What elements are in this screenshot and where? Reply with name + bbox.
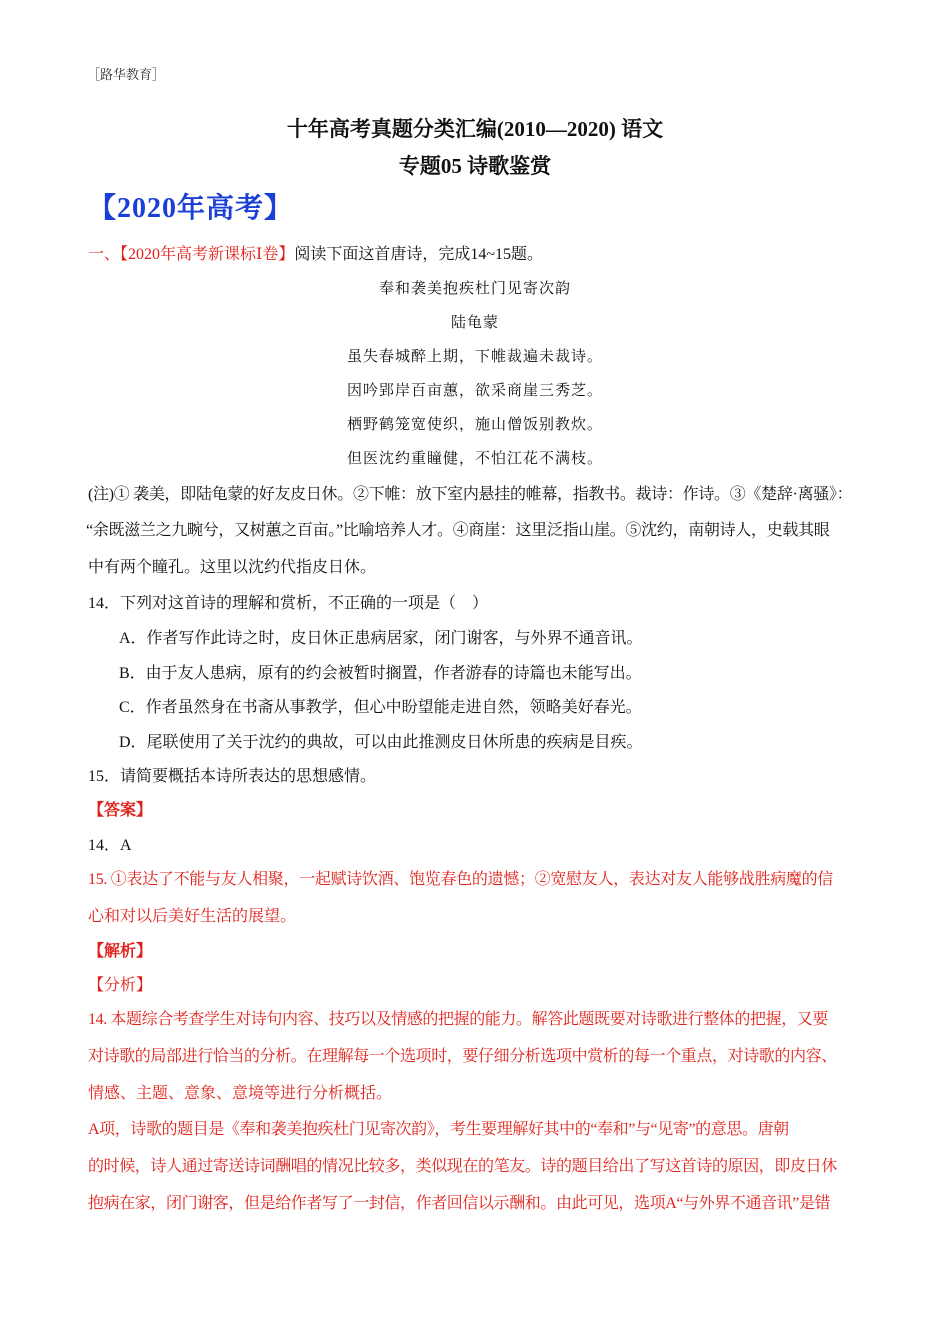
- document-subtitle: 专题05 诗歌鉴赏: [398, 154, 552, 178]
- option-d: D．尾联使用了关于沈约的典故，可以由此推测皮日休所患的疾病是目疾。: [119, 734, 643, 751]
- question-14-stem: 14．下列对这首诗的理解和赏析，不正确的一项是（ ）: [88, 595, 489, 612]
- notes-line: 中有两个瞳孔。这里以沈约代指皮日休。: [88, 559, 377, 576]
- analysis-paragraph: 的时候，诗人通过寄送诗词酬唱的情况比较多，类似现在的笔友。诗的题目给出了写这首诗的原因，即皮日休: [88, 1158, 837, 1175]
- question-number: 一、: [88, 246, 121, 263]
- option-b: B．由于友人患病，原有的约会被暂时搁置，作者游春的诗篇也未能写出。: [119, 665, 642, 682]
- question-intro: [88, 241, 543, 264]
- question-source: 【2020年高考新课标Ⅰ卷】: [120, 246, 295, 263]
- poem-author: 陆龟蒙: [450, 313, 499, 331]
- answer-label: 【答案】: [88, 802, 153, 819]
- document-title: 十年高考真题分类汇编(2010—2020) 语文: [286, 117, 664, 141]
- analysis-label: 【解析】: [88, 943, 153, 960]
- analysis-paragraph: 情感、主题、意象、意境等进行分析概括。: [88, 1085, 393, 1102]
- header-brand: ［路华教育］: [87, 67, 166, 82]
- answer-15: 15. ①表达了不能与友人相聚，一起赋诗饮酒、饱览春色的遗憾；②宽慰友人，表达对友人能够战胜病魔的信: [88, 871, 834, 888]
- question-instruction: 阅读下面这首唐诗，完成14~15题。: [294, 246, 544, 263]
- poem-line: 但医沈约重瞳健，不怕江花不满枝。: [346, 449, 603, 467]
- analysis-paragraph: 14. 本题综合考查学生对诗句内容、技巧以及情感的把握的能力。解答此题既要对诗歌进行整体的把握，又要: [88, 1011, 829, 1028]
- year-heading: 【2020年高考】: [88, 193, 294, 224]
- notes-line: (注)① 袭美，即陆龟蒙的好友皮日休。②下帷：放下室内悬挂的帷幕，指教书。裁诗：作诗。③《楚辞·离骚》：: [88, 486, 853, 503]
- option-c: C．作者虽然身在书斋从事教学，但心中盼望能走进自然，领略美好春光。: [119, 699, 642, 716]
- answer-14: 14．A: [88, 837, 132, 854]
- poem-title: 奉和袭美抱疾杜门见寄次韵: [378, 279, 571, 297]
- option-a: A．作者写作此诗之时，皮日休正患病居家，闭门谢客，与外界不通音讯。: [119, 630, 643, 647]
- analysis-paragraph: A项，诗歌的题目是《奉和袭美抱疾杜门见寄次韵》，考生要理解好其中的“奉和”与“见寄”的意思。唐朝: [88, 1121, 789, 1138]
- notes-line: “余既滋兰之九畹兮，又树蕙之百亩。”比喻培养人才。④商崖：这里泛指山崖。⑤沈约，南朝诗人，史载其眼: [86, 522, 830, 539]
- analysis-paragraph: 对诗歌的局部进行恰当的分析。在理解每一个选项时，要仔细分析选项中赏析的每一个重点，对诗歌的内容、: [88, 1048, 837, 1065]
- poem-line: 虽失春城醉上期，下帷裁遍未裁诗。: [346, 347, 603, 365]
- answer-15-cont: 心和对以后美好生活的展望。: [88, 908, 297, 925]
- question-15-stem: 15．请简要概括本诗所表达的思想感情。: [88, 768, 377, 785]
- poem-line: 栖野鹤笼宽使织，施山僧饭别教炊。: [346, 415, 603, 433]
- poem-line: 因吟郢岸百亩蕙，欲采商崖三秀芝。: [346, 381, 603, 399]
- analysis-paragraph: 抱病在家，闭门谢客，但是给作者写了一封信，作者回信以示酬和。由此可见，选项A“与外界不通音讯”是错: [88, 1195, 831, 1212]
- analysis-sub-label: 【分析】: [88, 977, 153, 994]
